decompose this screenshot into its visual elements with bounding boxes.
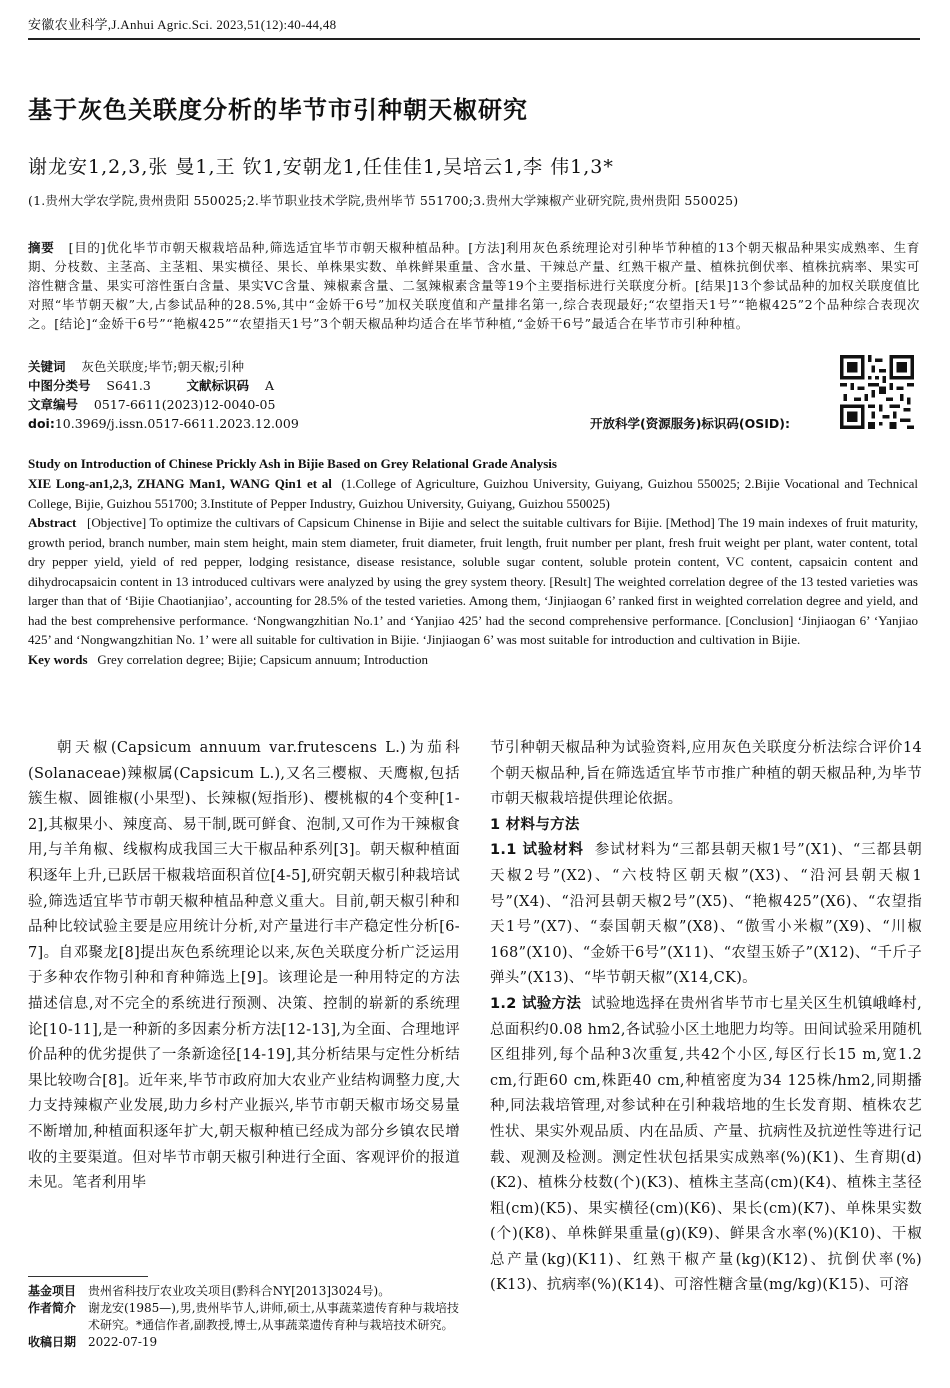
english-keywords-label: Key words (28, 651, 88, 667)
section-heading-1: 1 材料与方法 (490, 816, 580, 833)
section-heading-1-1: 1.1 试验材料 (490, 842, 584, 859)
author-bio-row (28, 1300, 468, 1334)
received-row (28, 1334, 468, 1351)
english-affiliation: (1.College of Agriculture, Guizhou University, Guiyang, Guizhou 550025; 2.Bijie Vocational and Technical College, Bijie, Guizhou 551700; 3.Institute of Pepper Industry, Guizhou University, Guiyang, Guizhou 550025) (28, 476, 918, 511)
abstract-cn (28, 238, 920, 333)
body-left-column (28, 736, 460, 1197)
author-bio-label: 作者简介 (28, 1301, 77, 1315)
journal-header: 安徽农业科学,J.Anhui Agric.Sci. 2023,51(12):40-44,48 (28, 17, 337, 32)
header-rule (28, 38, 920, 40)
received-value: 2022-07-19 (88, 1335, 158, 1349)
english-keywords: Grey correlation degree; Bijie; Capsicum annuum; Introduction (97, 651, 429, 667)
keywords-value: 灰色关联度;毕节;朝天椒;引种 (81, 359, 245, 374)
abstract-text: [目的]优化毕节市朝天椒栽培品种,筛选适宜毕节市朝天椒种植品种。[方法]利用灰色系统理论对引种毕节种植的13个朝天椒品种果实成熟率、生育期、分枝数、主茎高、主茎粗、果实横径、果长、单株果实数、单株鲜果重量、含水量、干辣总产量、红熟干椒产量、植株抗倒伏率、植株抗病率、果实可溶性糖含量、果实可溶性蛋白含量、果实VC含量、辣椒素含量、二氢辣椒素含量等19个主要指标进行关联度分析。[结果]13个参试品种的加权关联度值比对照“毕节朝天椒”大,占参试品种的28.5%,其中“金娇干6号”加权关联度值和产量排名第一,综合表现最好;“农望指天1号”“艳椒425”2个品种综合表现次之。[结论]“金娇干6号”“艳椒425”“农望指天1号”3个朝天椒品种均适合在毕节种植,“金娇干6号”最适合在毕节市引种种植。 (28, 240, 920, 331)
fund-row (28, 1283, 468, 1300)
english-title: Study on Introduction of Chinese Prickly Ash in Bijie Based on Grey Relational Grade Analysis (28, 456, 557, 471)
article-no-label: 文章编号 (28, 397, 79, 412)
doi-value: 10.3969/j.issn.0517-6611.2023.12.009 (54, 416, 299, 431)
affiliations: (1.贵州大学农学院,贵州贵阳 550025;2.毕节职业技术学院,贵州毕节 551700;3.贵州大学辣椒产业研究院,贵州贵阳 550025) (28, 193, 739, 208)
qr-code-icon[interactable] (840, 355, 914, 429)
received-label: 收稿日期 (28, 1335, 77, 1349)
materials-paragraph: 参试材料为“三都县朝天椒1号”(X1)、“三都县朝天椒2号”(X2)、“六枝特区朝天椒”(X3)、“沿河县朝天椒1号”(X4)、“沿河县朝天椒2号”(X5)、“艳椒425”(X6)、“农望指天1号”(X7)、“泰国朝天椒”(X8)、“傲雪小米椒”(X9)、“川椒168”(X10)、“金娇干6号”(X11)、“农望玉娇子”(X12)、“千斤子弹头”(X13)、“毕节朝天椒”(X14,CK)。 (490, 842, 922, 987)
osid-label: 开放科学(资源服务)标识码(OSID): (590, 416, 791, 431)
methods-paragraph: 试验地选择在贵州省毕节市七星关区生机镇峨峰村,总面积约0.08 hm2,各试验小区土地肥力均等。田间试验采用随机区组排列,每个品种3次重复,共42个小区,每区行长15 m,宽1.2 cm,行距60 cm,株距40 cm,种植密度为34 125株/hm2,同期播种,同法栽培管理,对参试种在引种栽培地的生长发育期、植株农艺性状、果实外观品质、内在品质、产量、抗病性及抗逆性等进行记载、观测及检测。测定性状包括果实成熟率(%)(K1)、生育期(d)(K2)、植株分枝数(个)(K3)、植株主茎高(cm)(K4)、植株主茎径粗(cm)(K5)、果实横径(cm)(K6)、果长(cm)(K7)、单株果实数(个)(K8)、单株鲜果重量(g)(K9)、鲜果含水率(%)(K10)、干椒总产量(kg)(K11)、红熟干椒产量(kg)(K12)、抗倒伏率(%)(K13)、抗病率(%)(K14)、可溶性糖含量(mg/kg)(K15)、可溶 (490, 995, 922, 1294)
author-bio-value: 谢龙安(1985—),男,贵州毕节人,讲师,硕士,从事蔬菜遗传育种与栽培技术研究。*通信作者,副教授,博士,从事蔬菜遗传育种与栽培技术研究。 (88, 1301, 459, 1332)
fund-label: 基金项目 (28, 1284, 77, 1298)
body-right-column (490, 736, 922, 1299)
doc-code-label: 文献标识码 (186, 378, 250, 393)
clc-value: S641.3 (106, 378, 151, 393)
intro-continuation: 节引种朝天椒品种为试验资料,应用灰色关联度分析法综合评价14个朝天椒品种,旨在筛选适宜毕节市推广种植的朝天椒品种,为毕节市朝天椒栽培提供理论依据。 (490, 740, 922, 808)
footnotes (28, 1283, 468, 1351)
author-list: 谢龙安1,2,3,张 曼1,王 钦1,安朝龙1,任佳佳1,吴培云1,李 伟1,3* (28, 156, 614, 178)
article-no-row (28, 395, 275, 414)
keywords-label: 关键词 (28, 359, 66, 374)
footnote-rule (28, 1276, 148, 1277)
abstract-label: 摘要 (28, 240, 55, 255)
doc-code-value: A (264, 378, 274, 393)
clc-label: 中图分类号 (28, 378, 91, 393)
keywords-row (28, 357, 244, 376)
doi-label: doi: (28, 416, 55, 431)
english-abstract-block (28, 474, 918, 669)
english-abstract-label: Abstract (28, 515, 77, 530)
article-no-value: 0517-6611(2023)12-0040-05 (93, 397, 276, 412)
intro-paragraph: 朝天椒(Capsicum annuum var.frutescens L.)为茄科(Solanaceae)辣椒属(Capsicum L.),又名三樱椒、天鹰椒,包括簇生椒、圆锥椒(小果型)、长辣椒(短指形)、樱桃椒的4个变种[1-2],其椒果小、辣度高、易干制,既可鲜食、泡制,又可作为干辣椒食用,与羊角椒、线椒构成我国三大干椒品种系列[3]。朝天椒种植面积逐年上升,已跃居干椒栽培面积首位[4-5],研究朝天椒引种栽培试验,筛选适宜毕节市朝天椒种植品种意义重大。目前,朝天椒引种和品种比较试验主要是应用统计分析,对产量进行丰产稳定性分析[6-7]。自邓聚龙[8]提出灰色系统理论以来,灰色关联度分析广泛运用于多种农作物引种和育种筛选上[9]。该理论是一种用特定的方法描述信息,对不完全的系统进行预测、决策、控制的崭新的系统理论[10-11],是一种新的多因素分析方法[12-13],为全面、合理地评价品种的优劣提供了一条新途径[14-19],其分析结果与定性分析结果比较吻合[8]。近年来,毕节市政府加大农业产业结构调整力度,大力支持辣椒产业发展,助力乡村产业振兴,毕节市朝天椒市场交易量不断增加,种植面积逐年扩大,朝天椒种植已经成为部分乡镇农民增收的主要渠道。但对毕节市朝天椒引种进行全面、客观评价的报道未见。笔者利用毕 (28, 740, 460, 1192)
fund-value: 贵州省科技厅农业攻关项目(黔科合NY[2013]3024号)。 (88, 1284, 391, 1298)
section-heading-1-2: 1.2 试验方法 (490, 995, 582, 1012)
english-authors: XIE Long-an1,2,3, ZHANG Man1, WANG Qin1 et al (28, 476, 332, 491)
doi-row (28, 414, 299, 433)
clc-row (28, 376, 274, 395)
paper-title: 基于灰色关联度分析的毕节市引种朝天椒研究 (28, 96, 528, 124)
english-abstract-text: [Objective] To optimize the cultivars of Capsicum Chinense in Bijie and select the suitable cultivars for Bijie. [Method] The 19 main indexes of fruit maturity, growth period, branch number, main stem height, main stem diameter, fruit diameter, fruit length, fruit number per plant, fresh fruit weight per plant, water content, total dry pepper yield, yield of red pepper, lodging resistance, disease resistance, soluble sugar content, soluble protein content, VC content, capsaicin content and dihydrocapsaicin content in 13 introduced cultivars were analyzed by using the grey system theory. [Result] The weighted correlation degree of the 13 tested varieties was larger than that of ‘Bijie Chaotianjiao’, accounting for 28.5% of the tested varieties. Among them, ‘Jinjiaogan 6’ ranked first in weighted correlation degree and yield, and had the best comprehensive performance. ‘Nongwangzhitian No.1’ and ‘Yanjiao 425’ had the second comprehensive performance. [Conclusion] ‘Jinjiaogan 6’ ‘Yanjiao 425’ and ‘Nongwangzhitian No. 1’ were all suitable for cultivation in Bijie. ‘Jinjiaogan 6’ was most suitable for introduction and cultivation in Bijie. (28, 515, 918, 647)
